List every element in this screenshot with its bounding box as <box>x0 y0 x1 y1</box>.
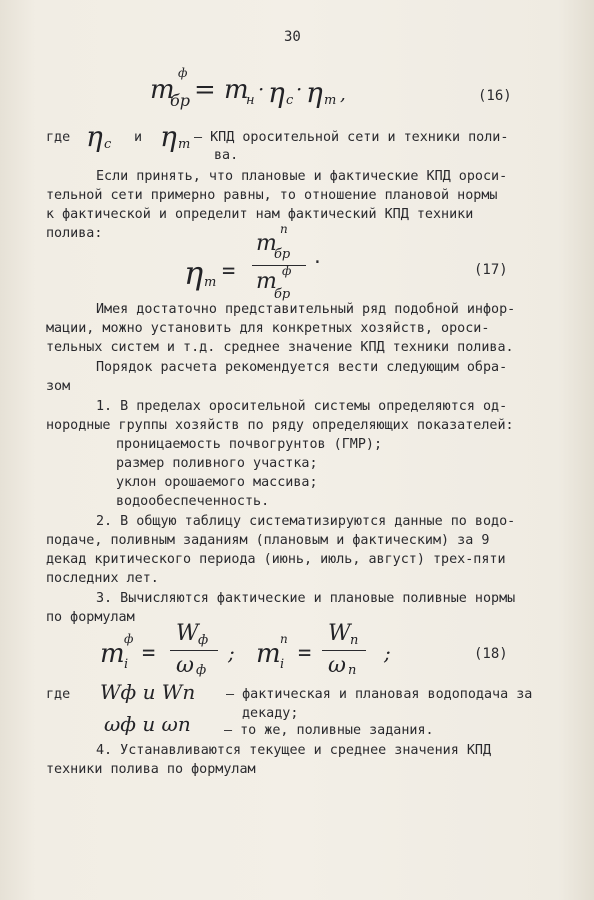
eq18-b-sub: i <box>280 657 285 672</box>
eq16-dot2: · <box>296 77 303 101</box>
text-line: нородные группы хозяйств по ряду определяющих показателей: <box>46 418 514 433</box>
eq16-dot1: · <box>258 77 265 101</box>
where-desc-line1: – КПД оросительной сети и техники поли- <box>194 130 509 145</box>
list-item: проницаемость почвогрунтов (ГМР); <box>116 437 383 452</box>
text-line: полива: <box>46 226 103 241</box>
where-w-expr: Wф и Wп <box>100 680 196 704</box>
where-eta-c-sub: с <box>104 137 112 152</box>
eq16-rhs-sub: н <box>246 93 255 108</box>
text-line: подаче, поливным заданиям (плановым и фактическим) за 9 <box>46 533 490 548</box>
eq16-lhs-sub: бр <box>170 91 191 110</box>
where-o-desc: – то же, поливные задания. <box>224 723 434 738</box>
eq18-a-num-sub: ф <box>198 633 209 648</box>
eq17-num-sup: п <box>280 222 288 236</box>
eq18-b-den-sub: п <box>348 663 357 678</box>
text-line: зом <box>46 379 71 394</box>
eq16-lhs-sup: ф <box>178 66 188 80</box>
eq18-a-den: ω <box>176 653 194 678</box>
eq18-a-den-sub: ф <box>196 663 207 678</box>
text-line: к фактической и определит нам фактический КПД техники <box>46 207 474 222</box>
eq17-den: m <box>256 269 277 294</box>
text-line: тельной сети примерно равны, то отношение плановой нормы <box>46 188 498 203</box>
where-eta-t-sub: т <box>178 137 191 152</box>
page-number: 30 <box>284 29 301 45</box>
eq17-den-sub: бр <box>274 287 291 302</box>
where-label: где <box>46 687 71 702</box>
eq18-a-sub: i <box>124 657 129 672</box>
eq18-a-sup: ф <box>124 632 134 646</box>
eq17-num-sub: бр <box>274 247 291 262</box>
text-line: Имея достаточно представительный ряд подобной инфор- <box>96 302 516 317</box>
eq17-dot: · <box>312 252 323 273</box>
eq18-b-equals: = <box>298 641 312 666</box>
text-line: тельных систем и т.д. среднее значение КПД техники полива. <box>46 340 514 355</box>
eq18-a-num: W <box>176 621 199 646</box>
eq18-number: (18) <box>474 646 508 662</box>
eq16-eta-t-sub: т <box>324 93 337 108</box>
eq18-a-lhs: m <box>100 639 125 669</box>
eq16-comma: , <box>340 84 346 105</box>
text-line: 1. В пределах оросительной системы определяются од- <box>96 399 508 414</box>
where-label: где <box>46 130 71 145</box>
eq16-lhs: m <box>150 75 175 105</box>
eq18-b-num-sub: п <box>350 633 359 648</box>
text-line: по формулам <box>46 610 135 625</box>
text-line: декад критического периода (июнь, июль, август) трех-пяти <box>46 552 506 567</box>
eq17-eta: η <box>184 254 204 292</box>
eq16-rhs: = m <box>194 75 249 105</box>
eq16-number: (16) <box>478 88 512 104</box>
eq17-number: (17) <box>474 262 508 278</box>
eq17-eta-sub: т <box>204 275 217 290</box>
text-line: техники полива по формулам <box>46 762 256 777</box>
text-line: последних лет. <box>46 571 159 586</box>
eq18-b-lhs: m <box>256 639 281 669</box>
eq18-b-num: W <box>328 621 351 646</box>
where-desc-line2: ва. <box>214 148 239 163</box>
list-item: размер поливного участка; <box>116 456 318 471</box>
eq17-den-sup: ф <box>282 264 292 278</box>
where-o-expr: ωф и ωп <box>104 712 191 736</box>
text-line: мации, можно установить для конкретных хозяйств, ороси- <box>46 321 490 336</box>
text-line: 3. Вычисляются фактические и плановые поливные нормы <box>96 591 516 606</box>
where-and: и <box>134 130 143 145</box>
where-eta-c: η <box>86 120 103 153</box>
eq18-end: ; <box>384 641 391 665</box>
eq18-a-fraction-bar <box>170 650 218 651</box>
eq16-eta-c: η <box>268 76 285 109</box>
eq18-a-equals: = <box>142 641 156 666</box>
eq17-num: m <box>256 231 277 256</box>
text-line: 4. Устанавливаются текущее и среднее значения КПД <box>96 743 492 758</box>
eq17-equals: = <box>222 259 236 284</box>
list-item: уклон орошаемого массива; <box>116 475 318 490</box>
eq16-eta-c-sub: с <box>286 93 294 108</box>
eq18-b-fraction-bar <box>322 650 366 651</box>
eq16-eta-t: η <box>306 76 323 109</box>
text-line: Если принять, что плановые и фактические КПД ороси- <box>96 169 508 184</box>
list-item: водообеспеченность. <box>116 494 270 509</box>
eq18-b-den: ω <box>328 653 346 678</box>
eq18-separator: ; <box>228 641 235 665</box>
text-line: Порядок расчета рекомендуется вести следующим обра- <box>96 360 508 375</box>
text-line: 2. В общую таблицу систематизируются данные по водо- <box>96 514 516 529</box>
eq18-b-sup: п <box>280 632 288 646</box>
eq17-fraction-bar <box>252 265 306 266</box>
where-eta-t: η <box>160 120 177 153</box>
where-w-desc-line1: – фактическая и плановая водоподача за <box>226 687 533 702</box>
where-w-desc-line2: декаду; <box>242 706 299 721</box>
